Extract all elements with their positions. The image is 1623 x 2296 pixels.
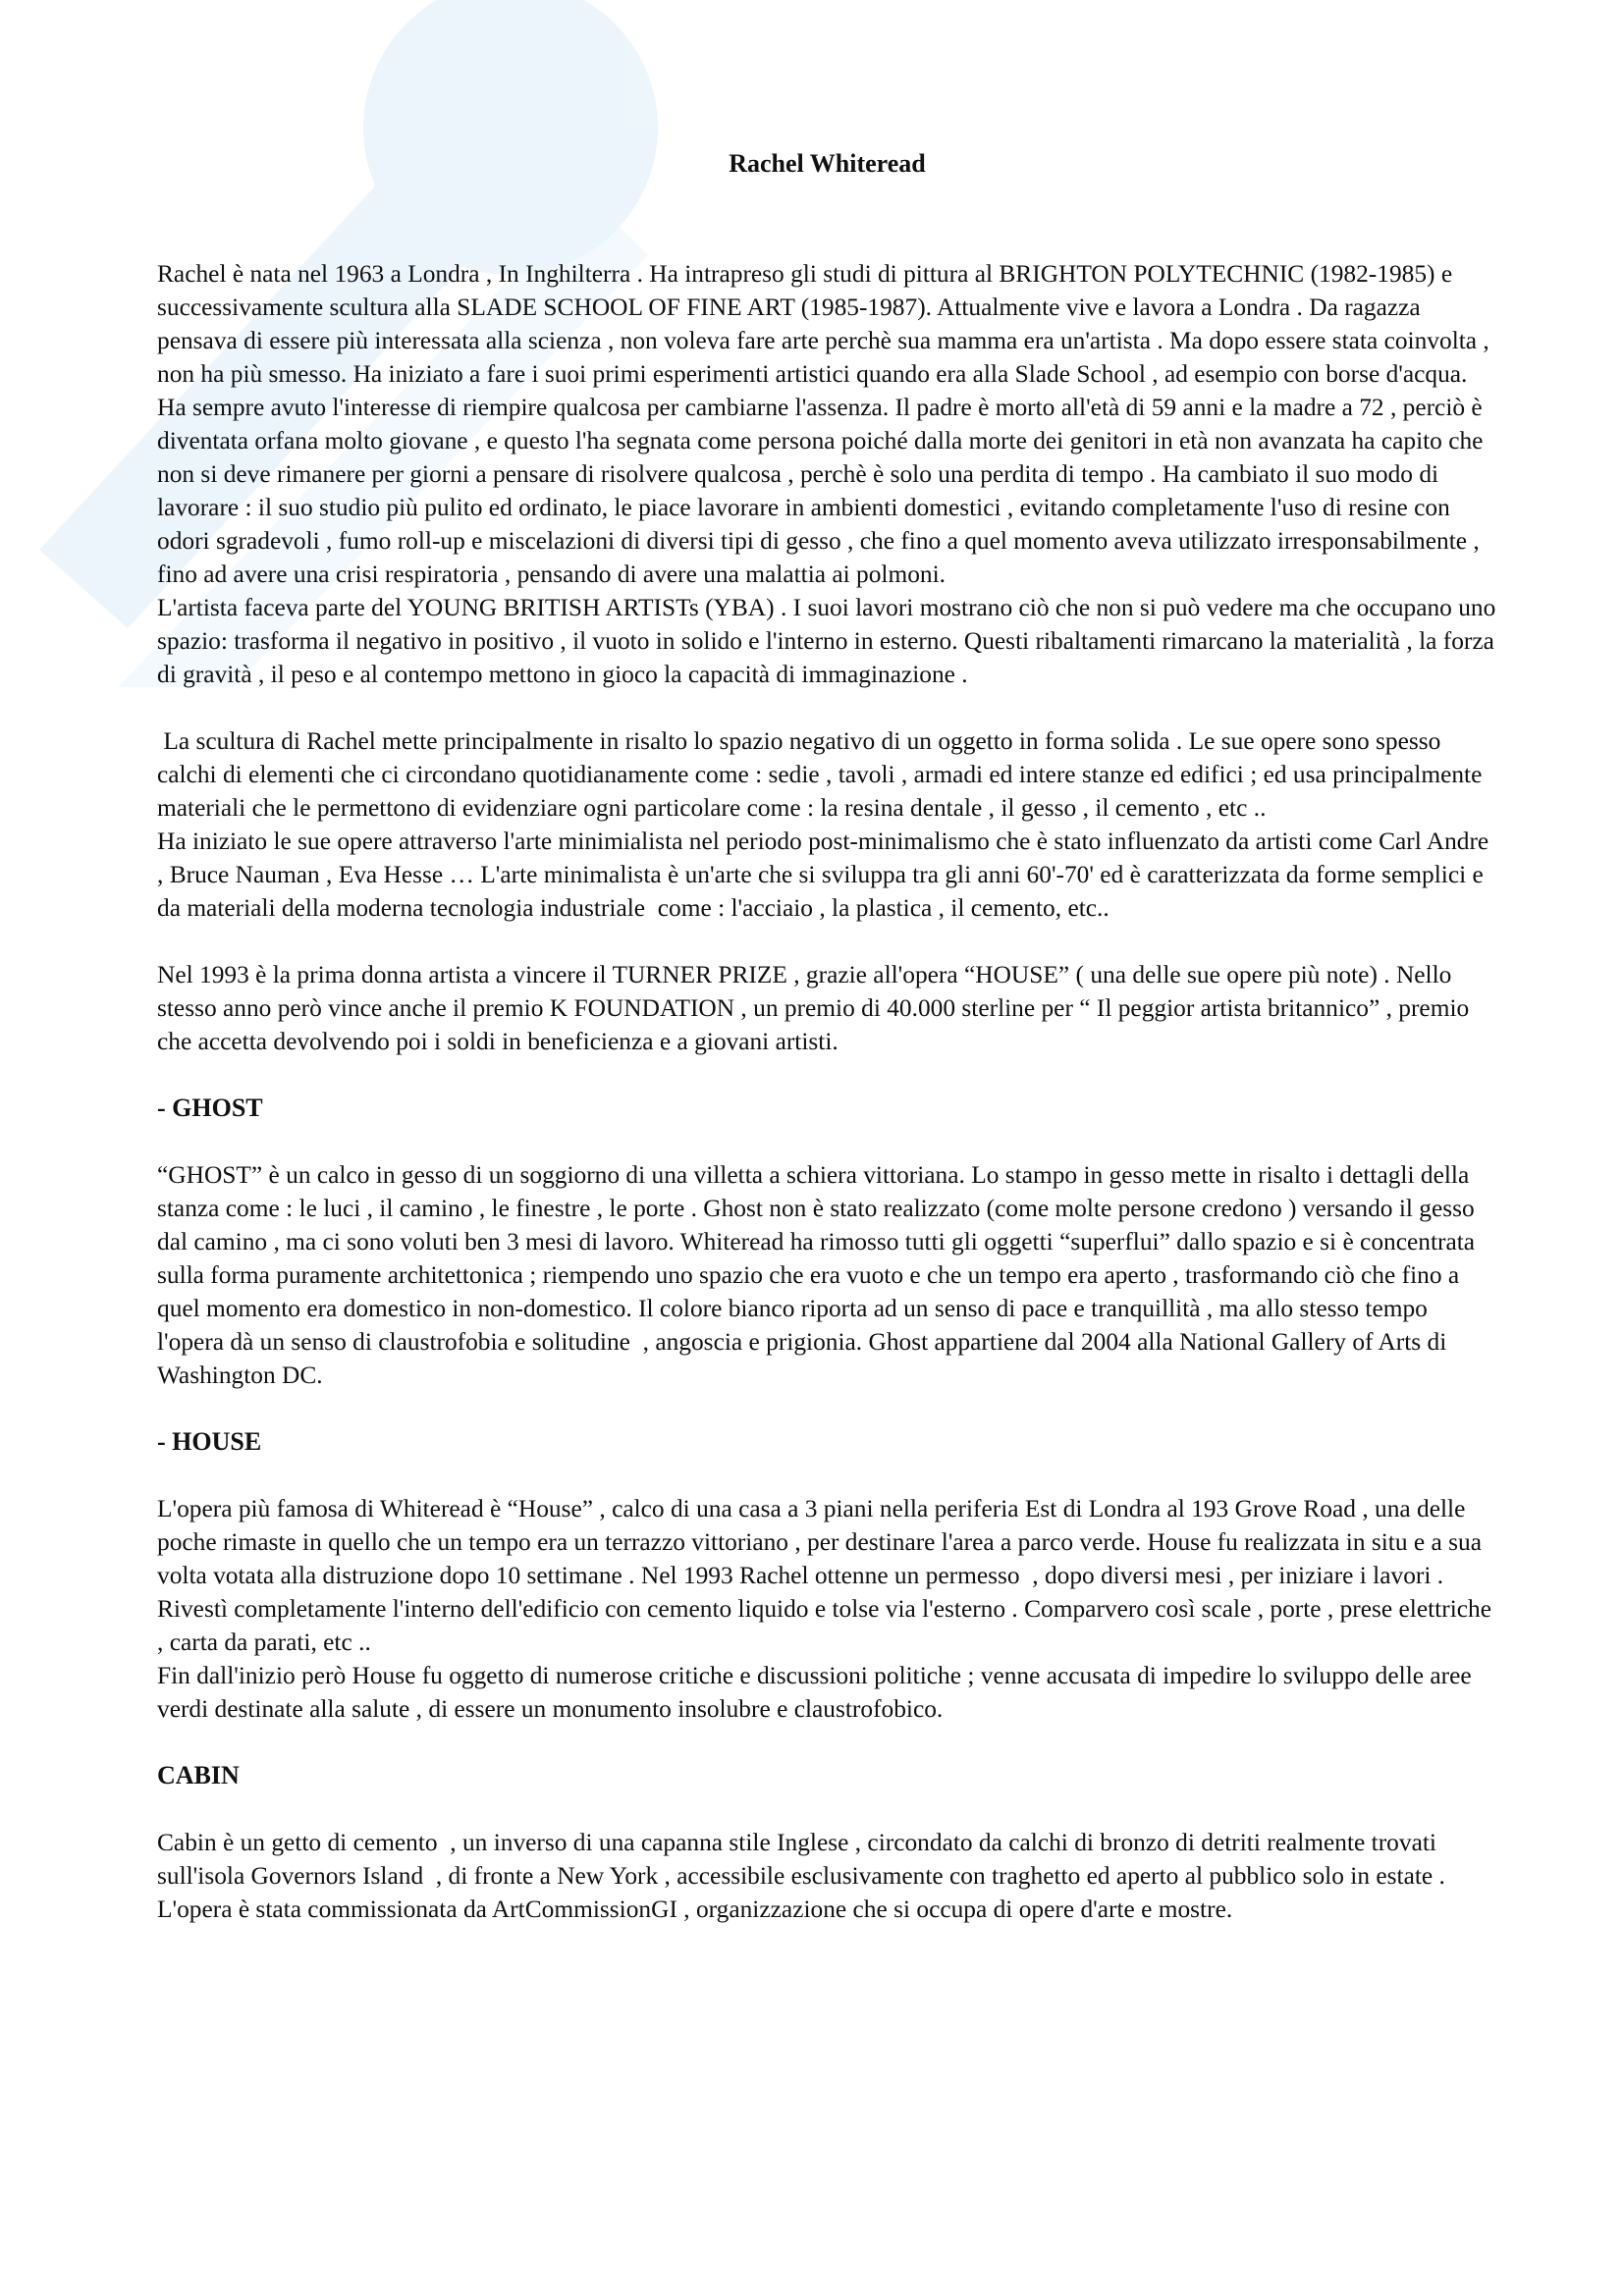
document-title: Rachel Whiteread	[729, 149, 926, 178]
ghost-paragraph: “GHOST” è un calco in gesso di un soggiorno di una villetta a schiera vittoriana. Lo stampo in gesso mette in risalto i dettagli della stanza come : le luci , il camino , le finestre , le porte . Ghost non è stato realizzato (come molte persone credono ) versando il gesso dal camino , ma ci sono voluti ben 3 mesi di lavoro. Whiteread ha rimosso tutti gli oggetti “superflui” dallo spazio e si è concentrata sulla forma puramente architettonica ; riempendo uno spazio che era vuoto e che un tempo era aperto , trasformando ciò che fino a quel momento era domestico in non-domestico. Il colore bianco riporta ad un senso di pace e tranquillità , ma allo stesso tempo l'opera dà un senso di claustrofobia e solitudine , angoscia e prigionia. Ghost appartiene dal 2004 alla National Gallery of Arts di Washington DC.	[157, 1161, 1482, 1389]
house-heading: - HOUSE	[157, 1427, 262, 1456]
cabin-heading: CABIN	[157, 1761, 240, 1789]
house-criticism-paragraph: Fin dall'inizio però House fu oggetto di numerose critiche e discussioni politiche ; venne accusata di impedire lo sviluppo delle aree verdi destinate alla salute , di essere un monumento insolubre e claustrofobico.	[157, 1662, 1472, 1723]
minimalism-paragraph: Ha iniziato le sue opere attraverso l'arte minimialista nel periodo post-minimalismo che è stato influenzato da artisti come Carl Andre , Bruce Nauman , Eva Hesse … L'arte minimalista è un'arte che si sviluppa tra gli anni 60'-70' ed è caratterizzata da forme semplici e da materiali della moderna tecnologia industriale come : l'acciaio , la plastica , il cemento, etc..	[157, 828, 1495, 922]
intro-paragraph: Rachel è nata nel 1963 a Londra , In Inghilterra . Ha intrapreso gli studi di pittura al BRIGHTON POLYTECHNIC (1982-1985) e successivamente scultura alla SLADE SCHOOL OF FINE ART (1985-1987). Attualmente vive e lavora a Londra . Da ragazza pensava di essere più interessata alla scienza , non voleva fare arte perchè sua mamma era un'artista . Ma dopo essere stata coinvolta , non ha più smesso. Ha iniziato a fare i suoi primi esperimenti artistici quando era alla Slade School , ad esempio con borse d'acqua. Ha sempre avuto l'interesse di riempire qualcosa per cambiarne l'assenza. Il padre è morto all'età di 59 anni e la madre a 72 , perciò è diventata orfana molto giovane , e questo l'ha segnata come persona poiché dalla morte dei genitori in età non avanzata ha capito che non si deve rimanere per giorni a pensare di risolvere qualcosa , perchè è solo una perdita di tempo . Ha cambiato il suo modo di lavorare : il suo studio più pulito ed ordinato, le piace lavorare in ambienti domestici , evitando completamente l'uso di resine con odori sgradevoli , fumo roll-up e miscelazioni di diversi tipi di gesso , che fino a quel momento aveva utilizzato irresponsabilmente , fino ad avere una crisi respiratoria , pensando di avere una malattia ai polmoni.	[157, 260, 1489, 588]
ghost-heading: - GHOST	[157, 1094, 263, 1122]
yba-paragraph: L'artista faceva parte del YOUNG BRITISH ARTISTs (YBA) . I suoi lavori mostrano ciò che non si può vedere ma che occupano uno spazio: trasforma il negativo in positivo , il vuoto in solido e l'interno in esterno. Questi ribaltamenti rimarcano la materialità , la forza di gravità , il peso e al contempo mettono in gioco la capacità di immaginazione .	[157, 594, 1496, 688]
house-paragraph: L'opera più famosa di Whiteread è “House” , calco di una casa a 3 piani nella periferia Est di Londra al 193 Grove Road , una delle poche rimaste in quello che un tempo era un terrazzo vittoriano , per destinare l'area a parco verde. House fu realizzata in situ e a sua volta votata alla distruzione dopo 10 settimane . Nel 1993 Rachel ottenne un permesso , dopo diversi mesi , per iniziare i lavori . Rivestì completamente l'interno dell'edificio con cemento liquido e tolse via l'esterno . Comparvero così scale , porte , prese elettriche , carta da parati, etc ..	[157, 1495, 1498, 1656]
cabin-paragraph: Cabin è un getto di cemento , un inverso di una capanna stile Inglese , circondato da calchi di bronzo di detriti realmente trovati sull'isola Governors Island , di fronte a New York , accessibile esclusivamente con traghetto ed aperto al pubblico solo in estate . L'opera è stata commissionata da ArtCommissionGI , organizzazione che si occupa di opere d'arte e mostre.	[157, 1829, 1452, 1923]
document-page	[157, 147, 1497, 1926]
prize-paragraph: Nel 1993 è la prima donna artista a vincere il TURNER PRIZE , grazie all'opera “HOUSE” ( una delle sue opere più note) . Nello stesso anno però vince anche il premio K FOUNDATION , un premio di 40.000 sterline per “ Il peggior artista britannico” , premio che accetta devolvendo poi i soldi in beneficienza e a giovani artisti.	[157, 961, 1470, 1055]
sculpture-paragraph: La scultura di Rachel mette principalmente in risalto lo spazio negativo di un oggetto in forma solida . Le sue opere sono spesso calchi di elementi che ci circondano quotidianamente come : sedie , tavoli , armadi ed intere stanze ed edifici ; ed usa principalmente materiali che le permettono di evidenziare ogni particolare come : la resina dentale , il gesso , il cemento , etc ..	[157, 727, 1488, 822]
